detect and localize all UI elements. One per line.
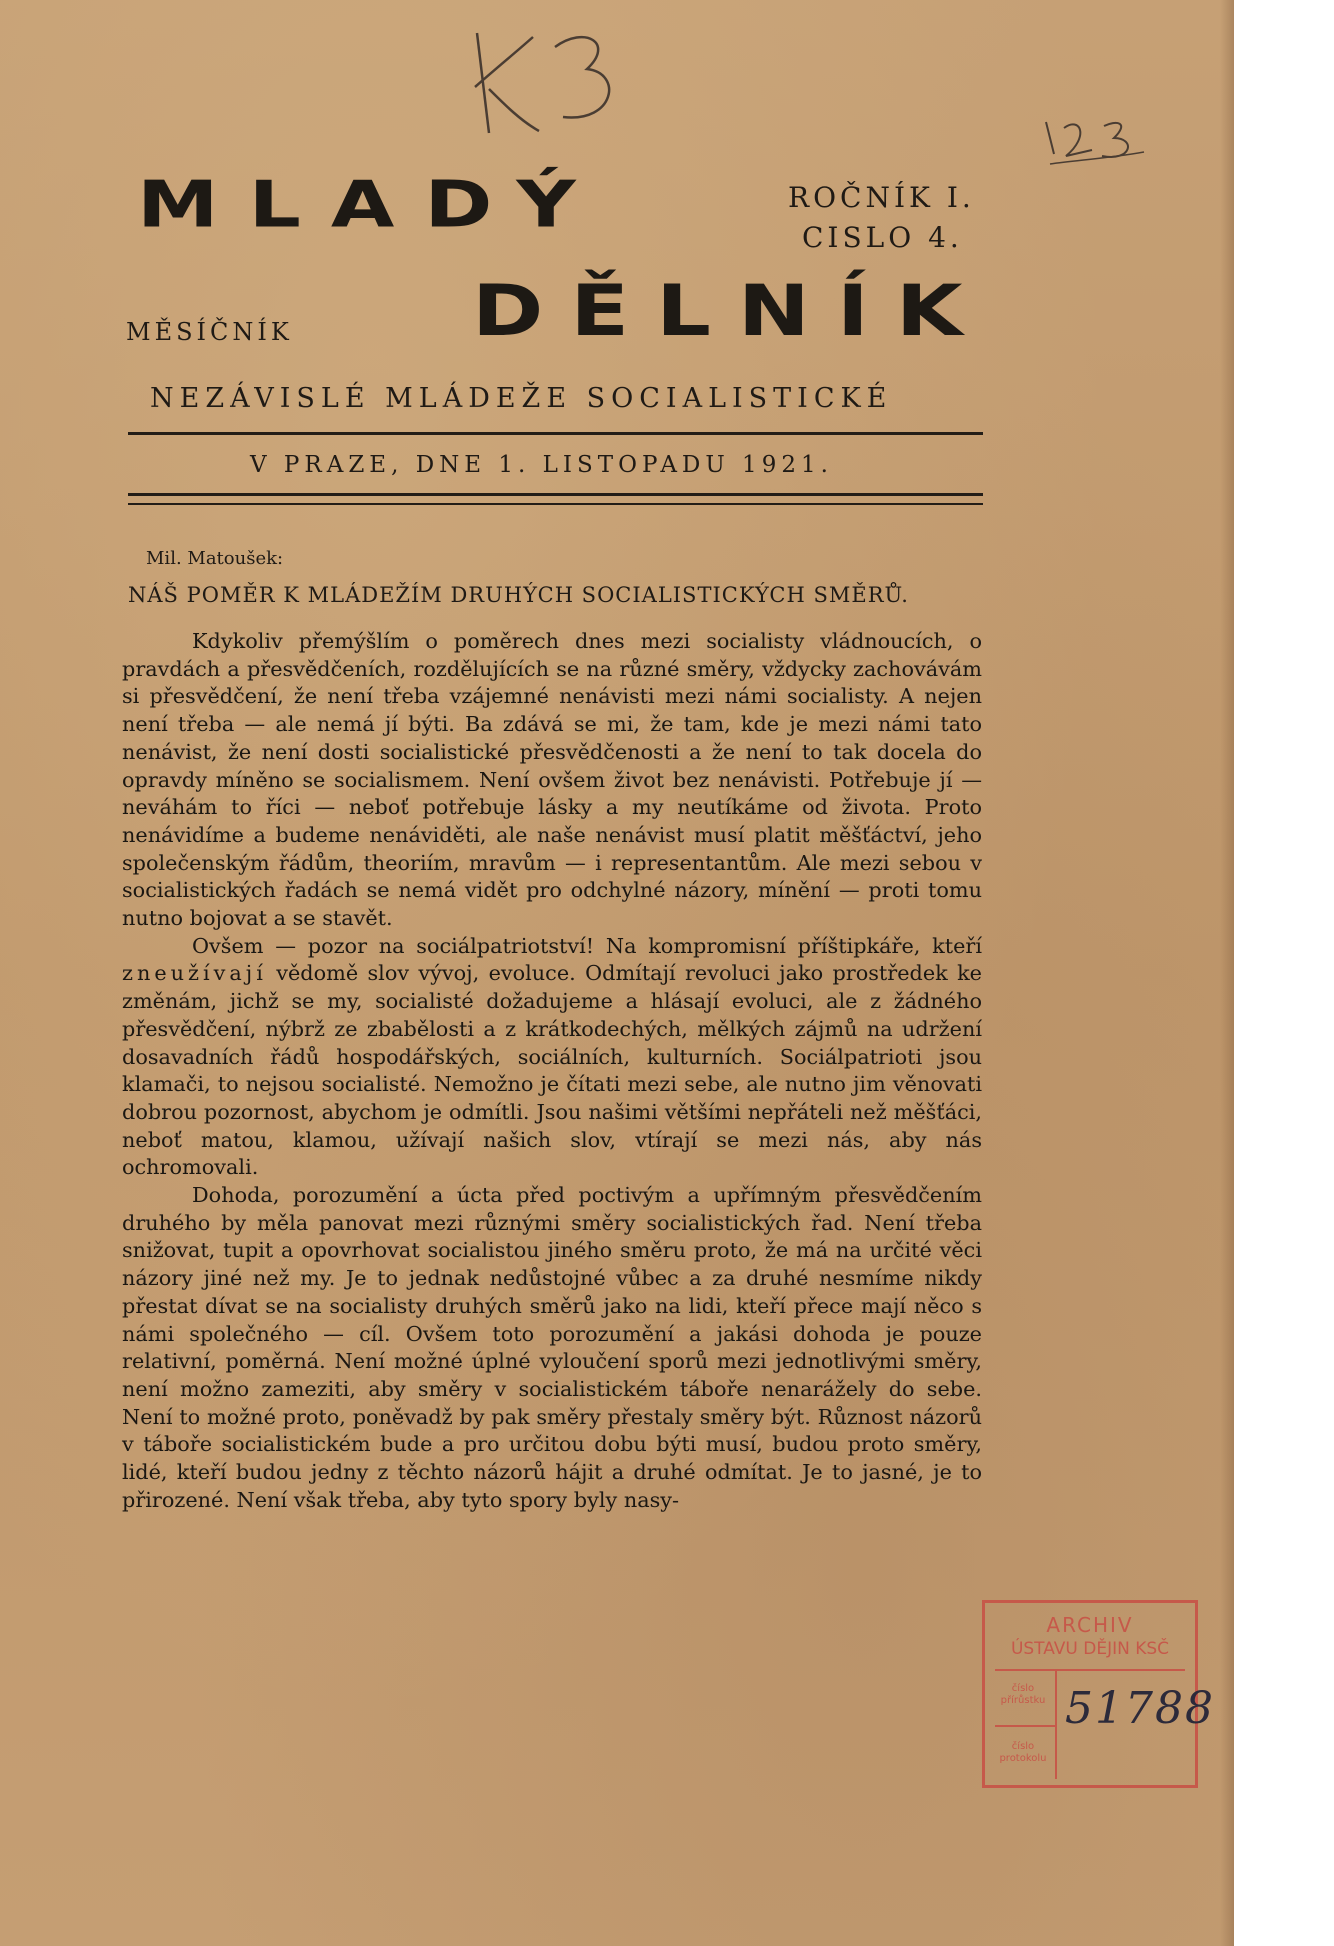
paragraph-2-rest: vědomě slov vývoj, evoluce. Odmítají revoluci jako prostředek ke změnám, jichž se my, socialisté dožadujeme a hlásají evoluci, ale z žádného přesvědčení, nýbrž ze zbabělosti a z krátkodechých, mělkých zájmů na udržení dosavadních řádů hospodářských, sociálních, kulturních. Sociálpatrioti jsou klamači, to nejsou socialisté. Nemožno je čítati mezi sebe, ale nutno jim věnovati dobrou pozornost, abychom je odmítli. Jsou našimi většími nepřáteli než měšťáci, neboť matou, klamou, užívají našich slov, vtírají se mezi nás, aby nás ochromovali.	[122, 961, 982, 1180]
masthead-subtitle: NEZÁVISLÉ MLÁDEŽE SOCIALISTICKÉ	[150, 383, 893, 414]
handwritten-k3-note	[455, 25, 635, 140]
frequency-label: MĚSÍČNÍK	[126, 318, 293, 346]
dateline: V PRAZE, DNE 1. LISTOPADU 1921.	[250, 452, 833, 478]
stamp-divider-1	[995, 1669, 1185, 1671]
article-paragraph-2	[122, 933, 982, 1182]
masthead-rule-bottom-1	[128, 493, 983, 496]
stamp-institute-label: ÚSTAVU DĚJIN KSČ	[1010, 1639, 1170, 1659]
handwritten-corner-number	[1040, 112, 1150, 172]
volume-issue	[788, 178, 975, 258]
stamp-accession-number: 51788	[1065, 1683, 1215, 1734]
masthead-title-mlady: MLADÝ	[137, 168, 606, 243]
masthead-rule-top	[128, 432, 983, 435]
masthead-title-delnik: DĚLNÍK	[472, 270, 990, 352]
article-paragraph-3: Dohoda, porozumění a úcta před poctivým a upřímným přesvědčením druhého by měla panovat mezi různými směry socialistických řad. Není třeba snižovat, tupit a opovrhovat socialistou jiného směru proto, že má na určité věci názory jiné než my. Je to jednak nedůstojné vůbec a za druhé nesmíme nikdy přestat dívat se na socialisty druhých směrů jako na lidi, kteří přece mají něco s námi společného — cíl. Ovšem toto porozumění a jakási dohoda je pouze relativní, poměrná. Není možné úplné vyloučení sporů mezi jednotlivými směry, není možno zameziti, aby směry v socialistickém táboře nenarážely do sebe. Není to možné proto, poněvadž by pak směry přestaly směry být. Různost názorů v táboře socialistickém bude a pro určitou dobu býti musí, budou proto směry, lidé, kteří budou jedny z těchto názorů hájit a druhé odmítat. Je to jasné, je to přirozené. Není však třeba, aby tyto spory byly nasy-	[122, 1183, 982, 1512]
article-title: NÁŠ POMĚR K MLÁDEŽÍM DRUHÝCH SOCIALISTICKÝCH SMĚRŮ.	[128, 583, 909, 607]
stamp-accession-label: číslo přírůstku	[1000, 1683, 1046, 1706]
paragraph-2-start: Ovšem — pozor na sociálpatriotství! Na kompromisní příštipkáře, kteří	[192, 933, 982, 958]
article-author: Mil. Matoušek:	[146, 548, 284, 569]
corner-note-text	[0, 0, 2, 1]
archive-stamp	[982, 1600, 1215, 1788]
spaced-word: zneužívají	[122, 961, 267, 986]
stamp-archive-label: ARCHIV	[1046, 1613, 1134, 1637]
article-body	[122, 628, 982, 1515]
stamp-divider-vertical	[1055, 1671, 1057, 1779]
volume-label: ROČNÍK I.	[788, 181, 975, 214]
stamp-protocol-label: číslo protokolu	[999, 1741, 1047, 1764]
stamp-divider-2	[995, 1725, 1055, 1727]
article-paragraph-1: Kdykoliv přemýšlím o poměrech dnes mezi socialisty vládnoucích, o pravdách a přesvědčeních, rozdělujících se na různé směry, vždycky zachovávám si přesvědčení, že není třeba vzájemné nenávisti mezi námi socialisty. A nejen není třeba — ale nemá jí býti. Ba zdává se mi, že tam, kde je mezi námi tato nenávist, že není dosti socialistické přesvědčenosti a že není to tak docela do opravdy míněno se socialismem. Není ovšem život bez nenávisti. Potřebuje jí — neváhám to říci — neboť potřebuje lásky a my neutíkáme od života. Proto nenávidíme a budeme nenáviděti, ale naše nenávist musí platit měšťáctví, jeho společenským řádům, theoriím, mravům — i representantům. Ale mezi sebou v socialistických řadách se nemá vidět pro odchylné názory, mínění — proti tomu nutno bojovat a se stavět.	[122, 629, 982, 931]
issue-label: CISLO 4.	[802, 221, 963, 254]
masthead-rule-bottom-2	[128, 503, 983, 505]
